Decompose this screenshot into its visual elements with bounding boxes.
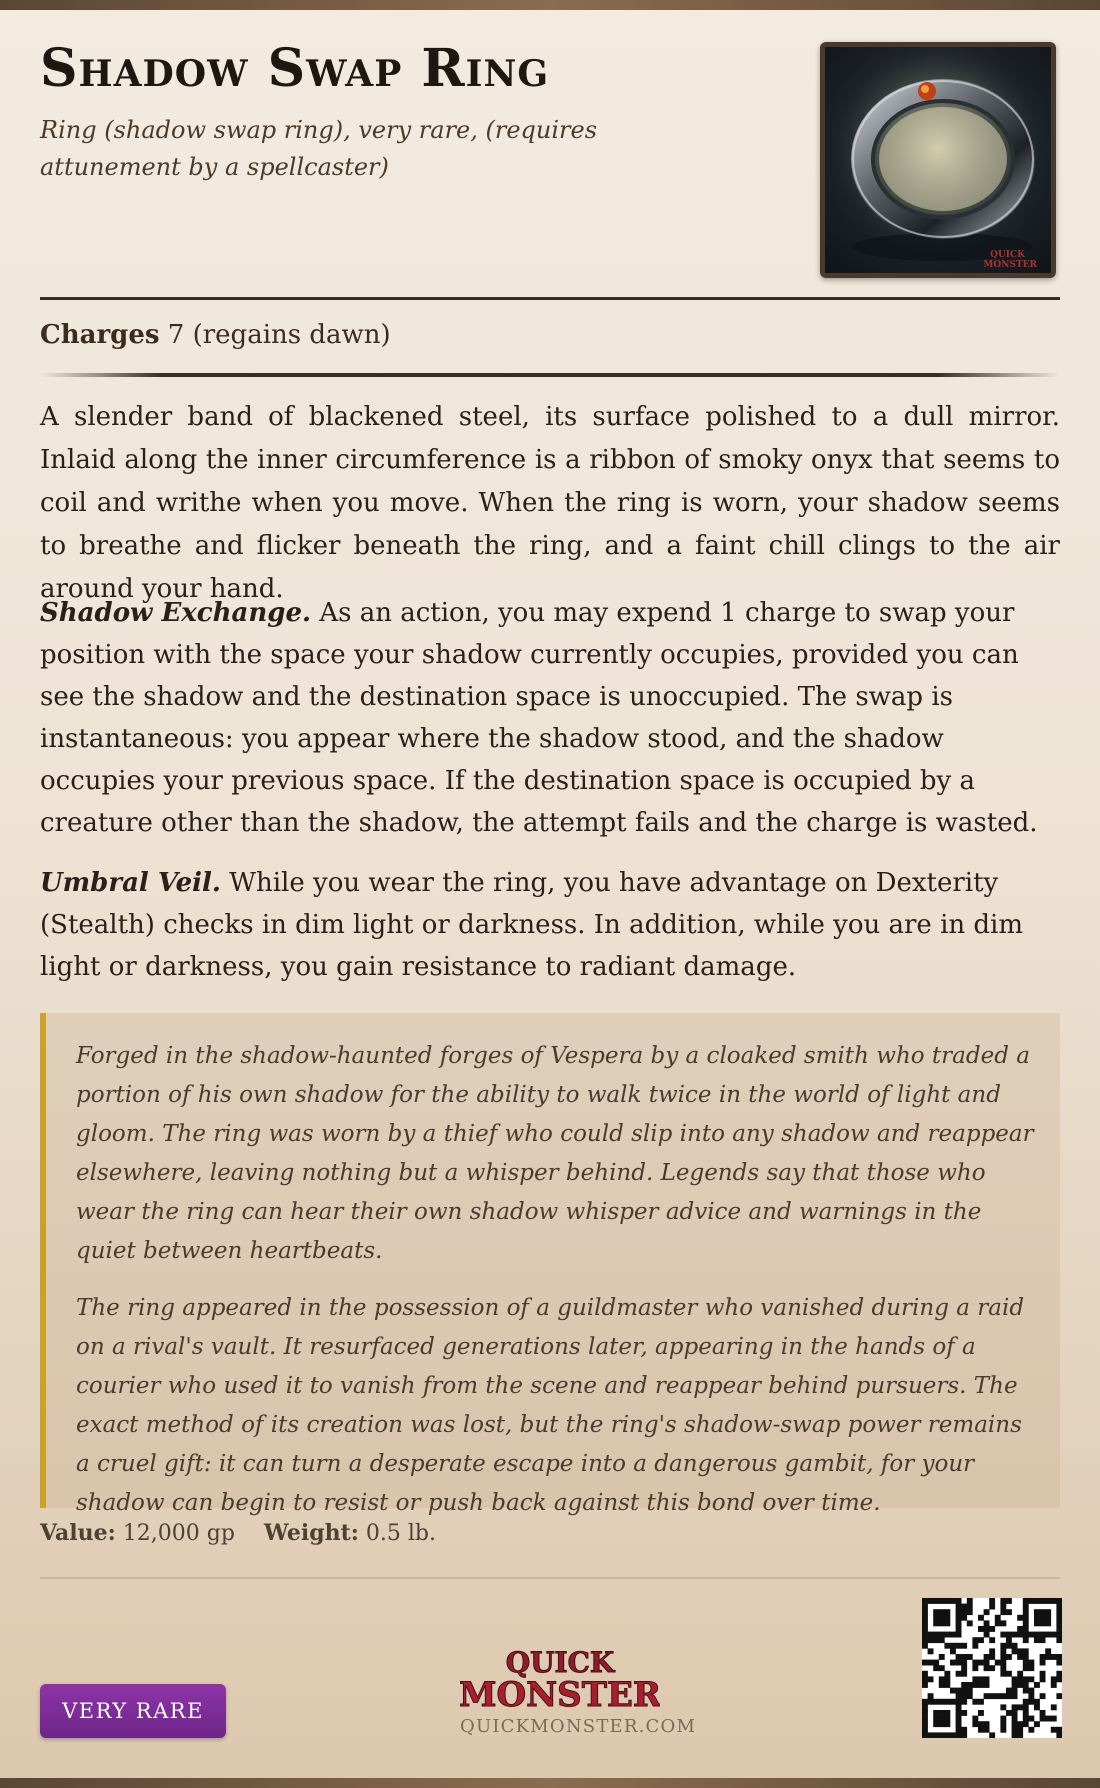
ring-image	[820, 42, 1056, 278]
feature-name: Umbral Veil.	[40, 868, 221, 898]
feature-name: Shadow Exchange.	[40, 598, 312, 628]
charges-value: 7 (regains dawn)	[167, 320, 391, 350]
value-weight-line	[40, 1520, 436, 1546]
charges-line	[40, 320, 391, 350]
rarity-badge: VERY RARE	[40, 1684, 226, 1738]
lore-block	[40, 1013, 1060, 1516]
svg-text:MONSTER: MONSTER	[460, 1675, 660, 1715]
item-title: Shadow Swap Ring	[40, 38, 550, 99]
item-subtitle: Ring (shadow swap ring), very rare, (requires attunement by a spellcaster)	[40, 116, 598, 182]
ring-illustration	[825, 47, 1051, 273]
item-description: A slender band of blackened steel, its surface polished to a dull mirror. Inlaid along the inner circumference is a ribbon of smoky onyx that seems to coil and writhe when you move. When the ring is worn, your shadow seems to breathe and flicker beneath the ring, and a faint chill clings to the air around your hand.	[40, 402, 1060, 604]
value-amount: 12,000 gp	[122, 1521, 235, 1546]
website-link[interactable]: QUICKMONSTER.COM	[460, 1716, 697, 1737]
feature-text: While you wear the ring, you have advantage on Dexterity (Stealth) checks in dim light or darkness. In addition, while you are in dim light or darkness, you gain resistance to radiant damage.	[40, 868, 1024, 982]
footer-divider	[40, 1577, 1060, 1579]
section-divider	[40, 373, 1060, 377]
item-card	[40, 0, 1060, 1788]
bottom-border	[0, 1778, 1100, 1788]
feature-umbral-veil	[40, 862, 1060, 988]
feature-text: As an action, you may expend 1 charge to swap your position with the space your shadow currently occupies, provided you can see the shadow and the destination space is unoccupied. The swap is instantaneous: you appear where the shadow stood, and the shadow occupies your previous space. If the destination space is occupied by a creature other than the shadow, the attempt fails and the charge is wasted.	[40, 598, 1038, 838]
svg-text:QUICK: QUICK	[990, 250, 1025, 260]
logo-wordmark	[460, 1640, 660, 1716]
svg-text:QUICK: QUICK	[505, 1646, 615, 1679]
feature-shadow-exchange	[40, 592, 1060, 844]
charges-label: Charges	[40, 320, 160, 350]
svg-text:MONSTER: MONSTER	[983, 260, 1037, 270]
quick-monster-logo[interactable]	[460, 1640, 697, 1740]
header-divider	[40, 297, 1060, 300]
lore-paragraph: Forged in the shadow-haunted forges of Vespera by a cloaked smith who traded a portion of his own shadow for the ability to walk twice in the world of light and gloom. The ring was worn by a thief who could slip into any shadow and reappear elsewhere, leaving nothing but a whisper behind. Legends say that those who wear the ring can hear their own shadow whisper advice and warnings in the quiet between heartbeats.	[76, 1043, 1034, 1264]
weight-label: Weight:	[263, 1520, 359, 1546]
weight-amount: 0.5 lb.	[365, 1521, 436, 1546]
qr-code-icon	[922, 1598, 1062, 1738]
lore-paragraph: The ring appeared in the possession of a guildmaster who vanished during a raid on a rival's vault. It resurfaced generations later, appearing in the hands of a courier who used it to vanish from the scene and reappear behind pursuers. The exact method of its creation was lost, but the ring's shadow-swap power remains a cruel gift: it can turn a desperate escape into a dangerous gambit, for your shadow can begin to resist or push back against this bond over time.	[76, 1295, 1025, 1516]
value-label: Value:	[40, 1520, 116, 1546]
